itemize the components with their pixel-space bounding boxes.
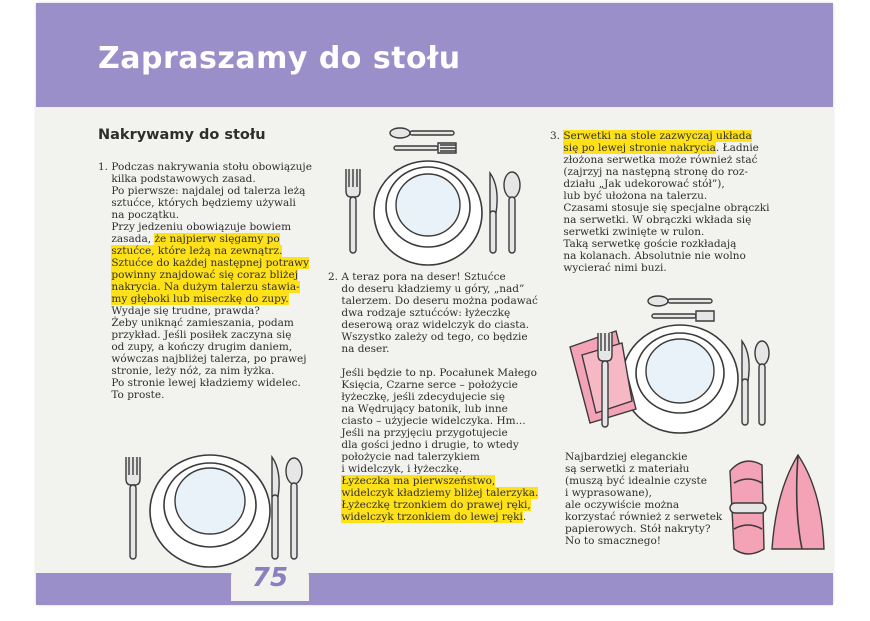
text-span: na kolanach. Absolutnie nie wolno [550, 250, 746, 262]
text-span [328, 475, 341, 487]
text-line [565, 499, 745, 511]
text-span [328, 355, 331, 367]
text-span [328, 487, 341, 499]
text-line [550, 142, 790, 154]
text-line [328, 427, 558, 439]
text-span: wycierać nimi buzi. [550, 262, 667, 274]
text-line [550, 238, 790, 250]
text-span: korzystać również z serwetek [565, 511, 723, 523]
text-span: i wyprasowane), [565, 487, 652, 499]
text-line [565, 511, 745, 523]
text-span: Po pierwsze: najdalej od talerza leżą [98, 185, 306, 197]
text-line [328, 379, 558, 391]
text-span: sztućce, których będziemy używali [98, 197, 296, 209]
text-span: do deseru kładziemy u góry, „nad” [328, 283, 525, 295]
text-span: Jeśli będzie to np. Pocałunek Małego [328, 367, 537, 379]
place-setting-dessert-illustration [332, 121, 532, 269]
text-span: deserową oraz widelczyk do ciasta. [328, 319, 530, 331]
text-span: na deser. [328, 343, 390, 355]
text-line [98, 209, 318, 221]
text-span: To proste. [98, 389, 165, 401]
text-line [328, 343, 558, 355]
text-line [98, 317, 318, 329]
text-span: działu „Jak udekorować stół”), [550, 178, 725, 190]
text-span: Najbardziej eleganckie [565, 451, 688, 463]
text-span: (muszą być idealnie czyste [565, 475, 707, 487]
highlighted-text: Serwetki na stole zazwyczaj układa [563, 130, 752, 142]
text-line [328, 415, 558, 427]
highlighted-text: sztućce, które leżą na zewnątrz. [111, 245, 283, 257]
text-line [328, 367, 558, 379]
text-span [98, 281, 111, 293]
text-line [98, 377, 318, 389]
text-span: ciasto – użyjecie widelczyka. Hm... [328, 415, 526, 427]
text-line [550, 178, 790, 190]
text-span: lub być ułożona na talerzu. [550, 190, 708, 202]
text-span: (zajrzyj na następną stronę do roz- [550, 166, 748, 178]
highlighted-text: widelczyk trzonkiem do lewej ręki [341, 511, 523, 523]
text-line [98, 245, 318, 257]
text-span [98, 293, 111, 305]
text-line [550, 214, 790, 226]
text-line [550, 226, 790, 238]
text-span: Po stronie lewej kładziemy widelec. [98, 377, 301, 389]
text-column-2 [328, 271, 558, 523]
text-line [98, 353, 318, 365]
text-span: na serwetki. W obrączki wkłada się [550, 214, 752, 226]
text-span: na Wędrujący batonik, lub inne [328, 403, 508, 415]
text-line [328, 391, 558, 403]
text-span [98, 245, 111, 257]
text-span: talerzem. Do deseru można podawać [328, 295, 538, 307]
text-line [98, 281, 318, 293]
page-title: Zapraszamy do stołu [98, 41, 461, 76]
text-span: Wszystko zależy od tego, co będzie [328, 331, 528, 343]
napkin-ring-illustration [724, 453, 774, 561]
text-line [328, 403, 558, 415]
text-span: Wydaje się trudne, prawda? [98, 305, 260, 317]
text-line [328, 451, 558, 463]
text-span: Taką serwetkę goście rozkładają [550, 238, 737, 250]
text-line [98, 185, 318, 197]
text-span: dla gości jedno i drugie, to wtedy [328, 439, 519, 451]
text-span [328, 511, 341, 523]
wave-border [36, 79, 833, 119]
text-column-1 [98, 161, 318, 401]
text-span [328, 499, 341, 511]
text-span: papierowych. Stół nakryty? [565, 523, 711, 535]
text-line [550, 190, 790, 202]
footer-band [36, 573, 833, 605]
text-line [98, 233, 318, 245]
highlighted-text: że najpierw sięgamy po [154, 233, 280, 245]
text-span: ale oczywiście można [565, 499, 680, 511]
text-span: i widelczyk, i łyżeczkę. [328, 463, 463, 475]
text-span: od zupy, a kończy drugim daniem, [98, 341, 293, 353]
text-line [550, 166, 790, 178]
text-line [565, 487, 745, 499]
text-span [550, 142, 563, 154]
text-line [98, 365, 318, 377]
highlighted-text: widelczyk kładziemy bliżej talerzyka. [341, 487, 539, 499]
text-span: . [522, 511, 527, 523]
text-span: . Ładnie [715, 142, 759, 154]
text-line [328, 307, 558, 319]
text-line [565, 475, 745, 487]
highlighted-text: Łyżeczka ma pierwszeństwo, [341, 475, 496, 487]
text-span [98, 257, 111, 269]
highlighted-text: my głęboki lub miseczkę do zupy. [111, 293, 289, 305]
text-line [98, 197, 318, 209]
page-number: 75 [251, 563, 289, 593]
text-line [565, 451, 745, 463]
text-line [328, 355, 558, 367]
text-span: 2. A teraz pora na deser! Sztućce [328, 271, 506, 283]
text-line [98, 221, 318, 233]
section-subtitle: Nakrywamy do stołu [98, 127, 266, 143]
text-span: wówczas najbliżej talerza, po prawej [98, 353, 307, 365]
text-column-3b [565, 451, 745, 547]
text-span: 1. Podczas nakrywania stołu obowiązuje [98, 161, 312, 173]
text-span: zasada, [98, 233, 155, 245]
highlighted-text: nakrycia. Na dużym talerzu stawia- [111, 281, 300, 293]
text-line [550, 130, 790, 142]
text-line [550, 202, 790, 214]
highlighted-text: się po lewej stronie nakrycia [563, 142, 716, 154]
text-line [328, 283, 558, 295]
highlighted-text: Łyżeczkę trzonkiem do prawej ręki, [341, 499, 531, 511]
text-line [565, 523, 745, 535]
text-span: przykład. Jeśli posiłek zaczyna się [98, 329, 292, 341]
text-line [98, 389, 318, 401]
text-line [328, 511, 558, 523]
text-line [550, 250, 790, 262]
text-span: łyżeczkę, jeśli zdecydujecie się [328, 391, 505, 403]
folded-napkin-illustration [768, 451, 828, 561]
text-span [98, 269, 111, 281]
text-line [565, 535, 745, 547]
text-span: są serwetki z materiału [565, 463, 690, 475]
highlighted-text: powinny znajdować się coraz bliżej [111, 269, 298, 281]
text-span: Księcia, Czarne serce – położycie [328, 379, 518, 391]
text-line [98, 173, 318, 185]
text-line [328, 319, 558, 331]
text-line [328, 499, 558, 511]
text-span: 3. [550, 130, 564, 142]
text-line [328, 331, 558, 343]
text-span: serwetki zwinięte w rulon. [550, 226, 705, 238]
text-line [328, 463, 558, 475]
text-span: Czasami stosuje się specjalne obrączki [550, 202, 770, 214]
place-setting-basic-illustration [112, 435, 312, 575]
text-line [98, 161, 318, 173]
text-line [328, 271, 558, 283]
text-line [98, 257, 318, 269]
text-line [98, 329, 318, 341]
text-line [328, 487, 558, 499]
text-span: stronie, leży nóż, za nim łyżka. [98, 365, 275, 377]
text-line [328, 295, 558, 307]
text-span: położycie nad talerzykiem [328, 451, 480, 463]
text-line [328, 475, 558, 487]
highlighted-text: Sztućce do każdej następnej potrawy [111, 257, 310, 269]
text-span: kilka podstawowych zasad. [98, 173, 256, 185]
text-span: Przy jedzeniu obowiązuje bowiem [98, 221, 292, 233]
text-line [98, 341, 318, 353]
text-span: na początku. [98, 209, 180, 221]
text-line [98, 269, 318, 281]
text-line [98, 305, 318, 317]
text-span: złożona serwetka może również stać [550, 154, 758, 166]
text-line [550, 154, 790, 166]
text-line [565, 463, 745, 475]
text-span: Żeby uniknąć zamieszania, podam [98, 317, 294, 329]
text-column-3 [550, 130, 790, 274]
text-line [550, 262, 790, 274]
text-span: No to smacznego! [565, 535, 661, 547]
text-line [98, 293, 318, 305]
text-span: Jeśli na przyjęciu przygotujecie [328, 427, 508, 439]
text-line [328, 439, 558, 451]
text-span: dwa rodzaje sztućców: łyżeczkę [328, 307, 511, 319]
place-setting-napkin-illustration [562, 289, 772, 439]
book-page [36, 3, 833, 605]
